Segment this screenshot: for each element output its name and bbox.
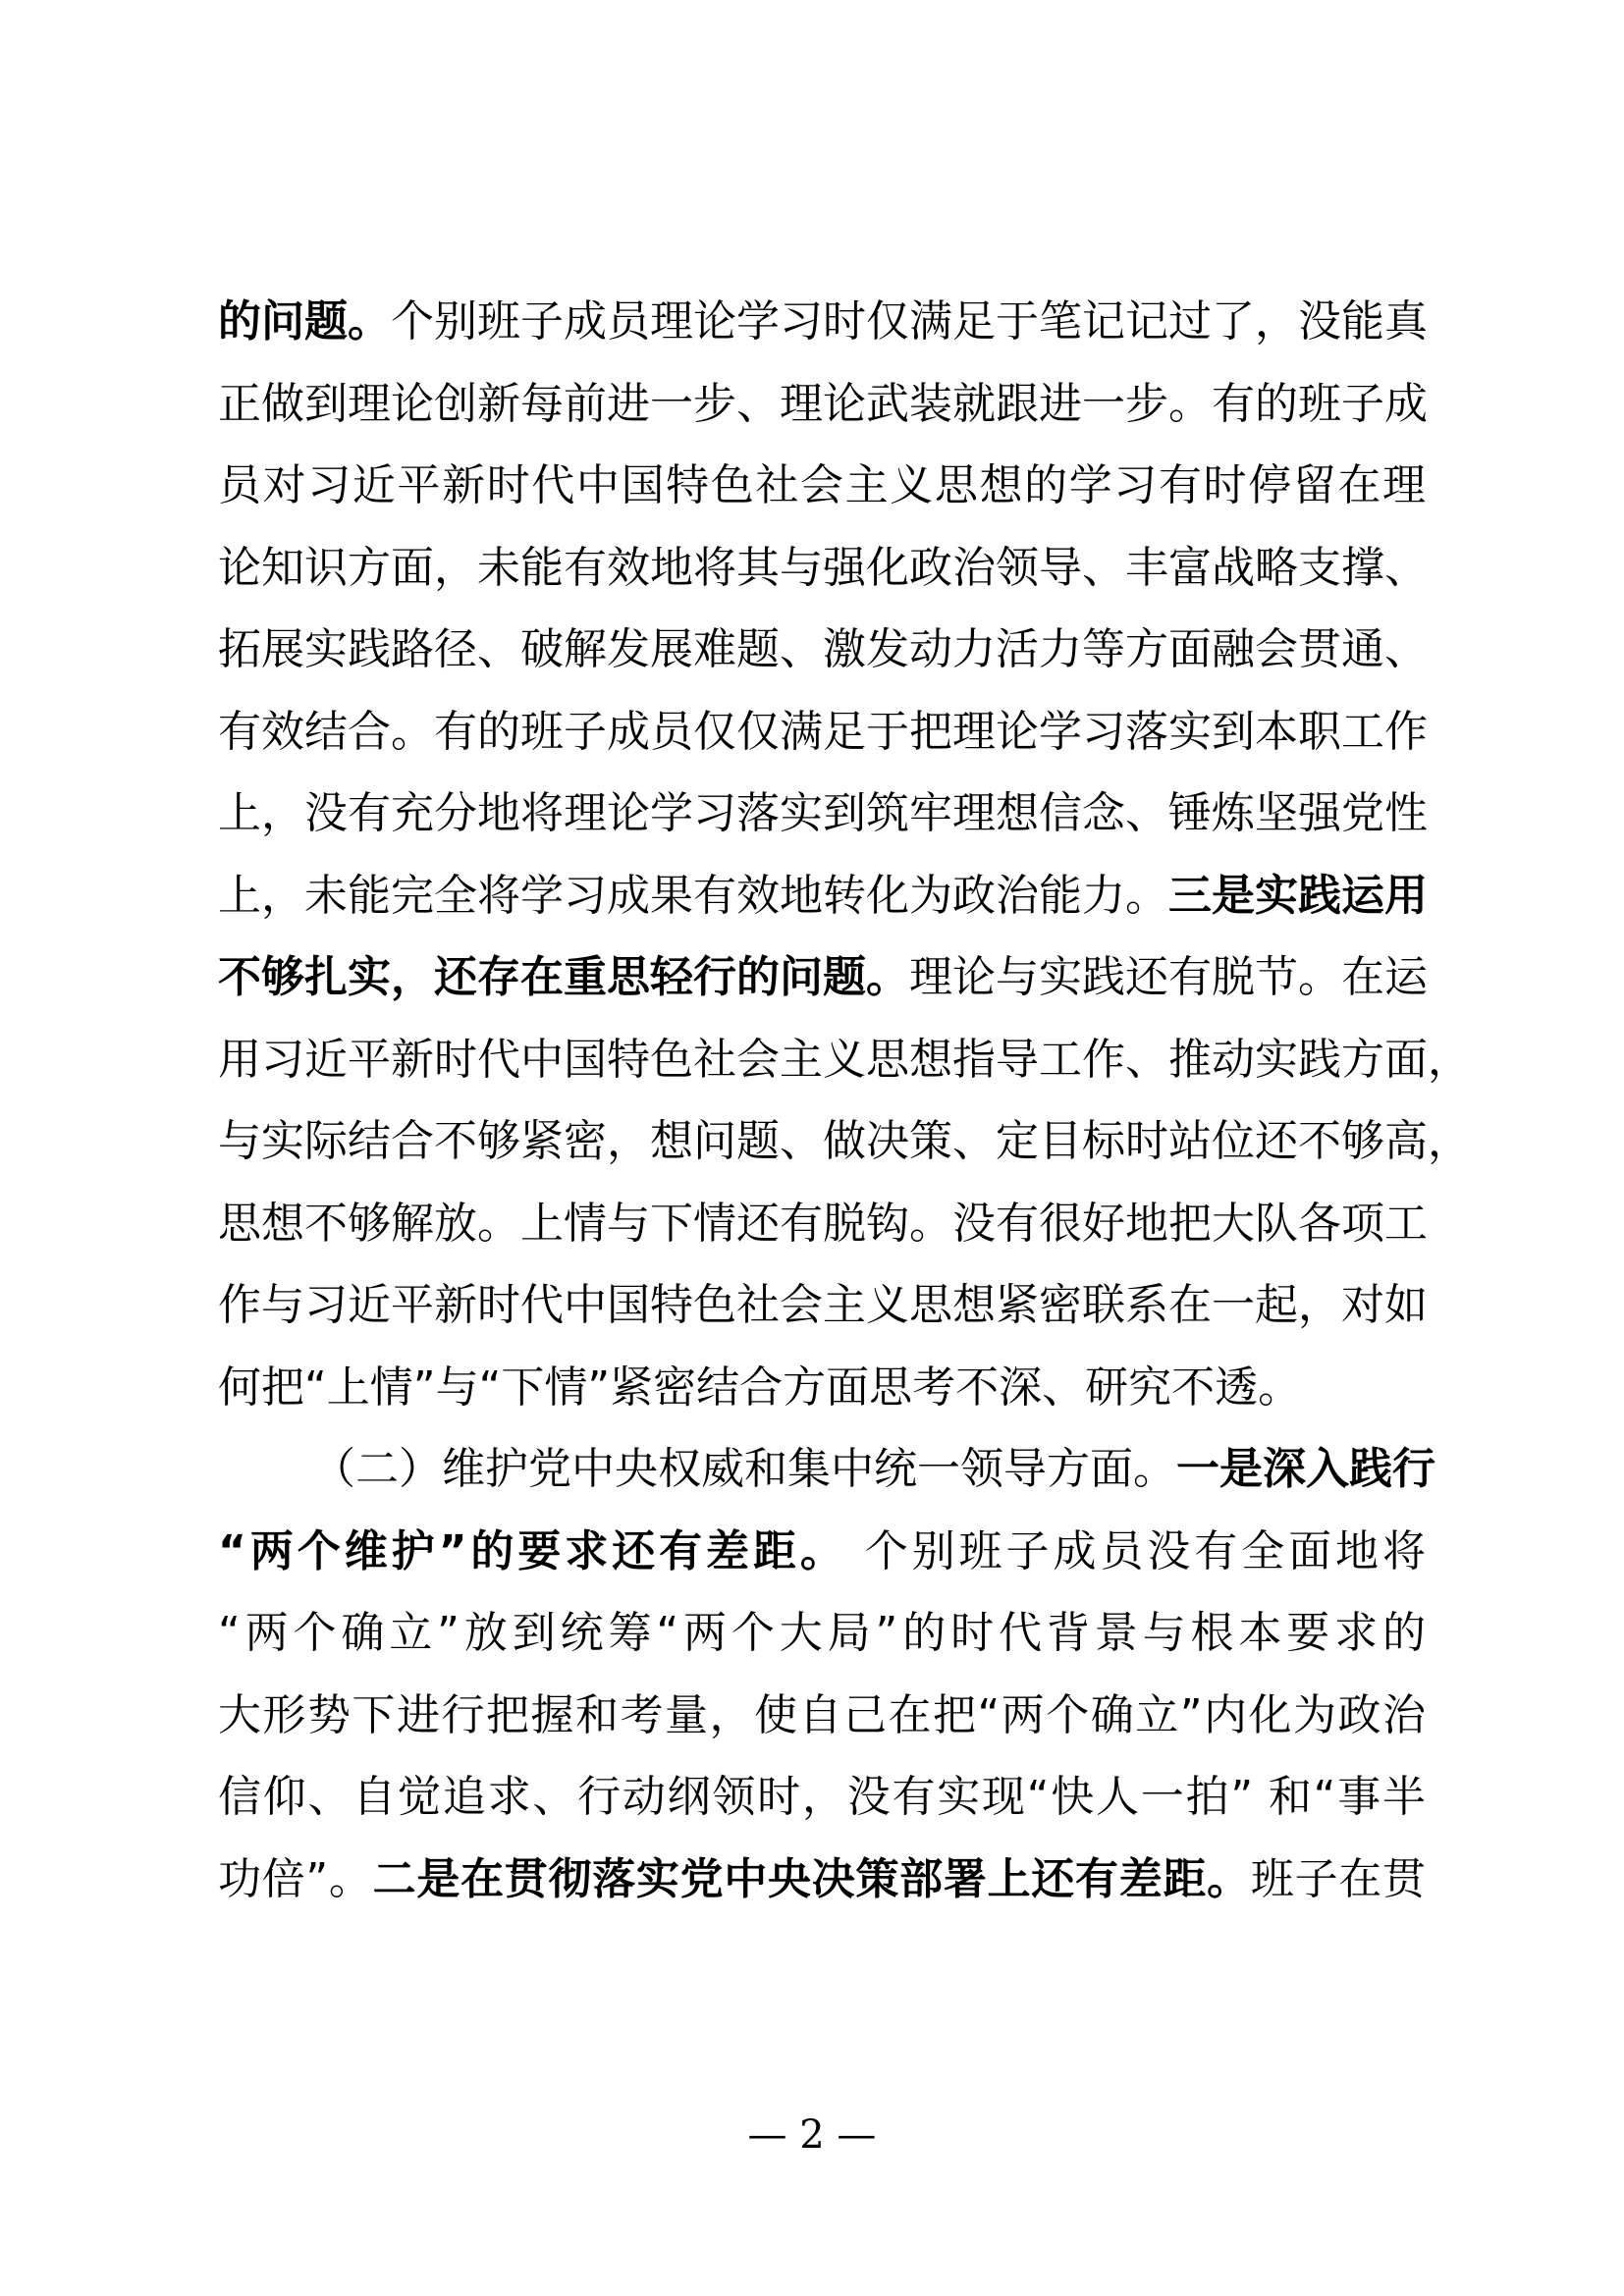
bold-text: 二是在贯彻落实党中央决策部署上还有差距。 — [372, 1853, 1251, 1904]
text-run: 上，没有充分地将理论学习落实到筑牢理想信念、锤炼坚强党性 — [218, 788, 1428, 838]
text-run: （二）维护党中央权威和集中统一领导方面。 — [312, 1444, 1176, 1494]
text-run: 上，未能完全将学习成果有效地转化为政治能力。 — [218, 870, 1168, 921]
text-run: 个别班子成员理论学习时仅满足于笔记记过了，没能真 — [391, 296, 1428, 347]
text-run: 理论与实践还有脱节。在运 — [909, 952, 1428, 1002]
text-run: 有效结合。有的班子成员仅仅满足于把理论学习落实到本职工作 — [218, 706, 1428, 757]
text-run: 思想不够解放。上情与下情还有脱钩。没有很好地把大队各项工 — [218, 1198, 1428, 1249]
text-run: 与实际结合不够紧密，想问题、做决策、定目标时站位还不够高， — [218, 1116, 1471, 1166]
text-run: 班子在贯 — [1250, 1853, 1427, 1904]
text-line — [218, 293, 1426, 351]
bold-text: 三是实践运用 — [1168, 870, 1428, 921]
text-run: 拓展实践路径、破解发展难题、激发动力活力等方面融会贯通、 — [218, 624, 1428, 674]
text-line — [218, 1112, 1471, 1171]
text-run: 正做到理论创新每前进一步、理论武装就跟进一步。有的班子成 — [218, 378, 1428, 429]
text-run: 作与习近平新时代中国特色社会主义思想紧密联系在一起，对如 — [218, 1280, 1428, 1330]
text-line — [218, 1768, 1426, 1827]
text-run: 论知识方面，未能有效地将其与强化政治领导、丰富战略支撑、 — [218, 542, 1428, 593]
bold-text: 的问题。 — [218, 296, 391, 347]
page-number: — 2 — — [747, 2112, 877, 2158]
text-line — [218, 1604, 1426, 1663]
text-run: 员对习近平新时代中国特色社会主义思想的学习有时停留在理 — [218, 460, 1426, 510]
bold-text: “两个维护”的要求还有差距。 — [218, 1525, 847, 1576]
text-line — [218, 375, 1426, 434]
text-line — [218, 867, 1426, 926]
text-line — [218, 1276, 1426, 1335]
bold-text: 一是深入践行 — [1176, 1444, 1435, 1494]
text-line — [218, 1522, 1426, 1581]
text-line — [218, 1359, 1426, 1417]
text-run: 用习近平新时代中国特色社会主义思想指导工作、推动实践方面， — [218, 1034, 1471, 1085]
text-line — [218, 948, 1426, 1007]
text-line — [218, 1195, 1426, 1254]
text-run: 大形势下进行把握和考量，使自己在把“两个确立”内化为政治 — [218, 1689, 1426, 1740]
text-line — [218, 784, 1426, 843]
bold-text: 不够扎实，还存在重思轻行的问题。 — [218, 952, 909, 1002]
text-line — [218, 456, 1426, 515]
text-run: 个别班子成员没有全面地将 — [846, 1525, 1426, 1576]
text-line — [218, 1686, 1426, 1745]
text-run: “两个确立”放到统筹“两个大局”的时代背景与根本要求的 — [218, 1608, 1426, 1658]
text-line — [218, 1031, 1471, 1090]
text-line — [218, 703, 1426, 762]
text-line — [218, 539, 1426, 598]
text-run: 功倍”。 — [218, 1853, 373, 1904]
text-run: 何把“上情”与“下情”紧密结合方面思考不深、研究不透。 — [218, 1362, 1302, 1413]
text-run: 信仰、自觉追求、行动纲领时，没有实现“快人一拍” 和“事半 — [218, 1772, 1426, 1822]
text-line — [218, 620, 1426, 679]
text-line — [218, 1850, 1426, 1909]
text-line — [312, 1440, 1435, 1499]
